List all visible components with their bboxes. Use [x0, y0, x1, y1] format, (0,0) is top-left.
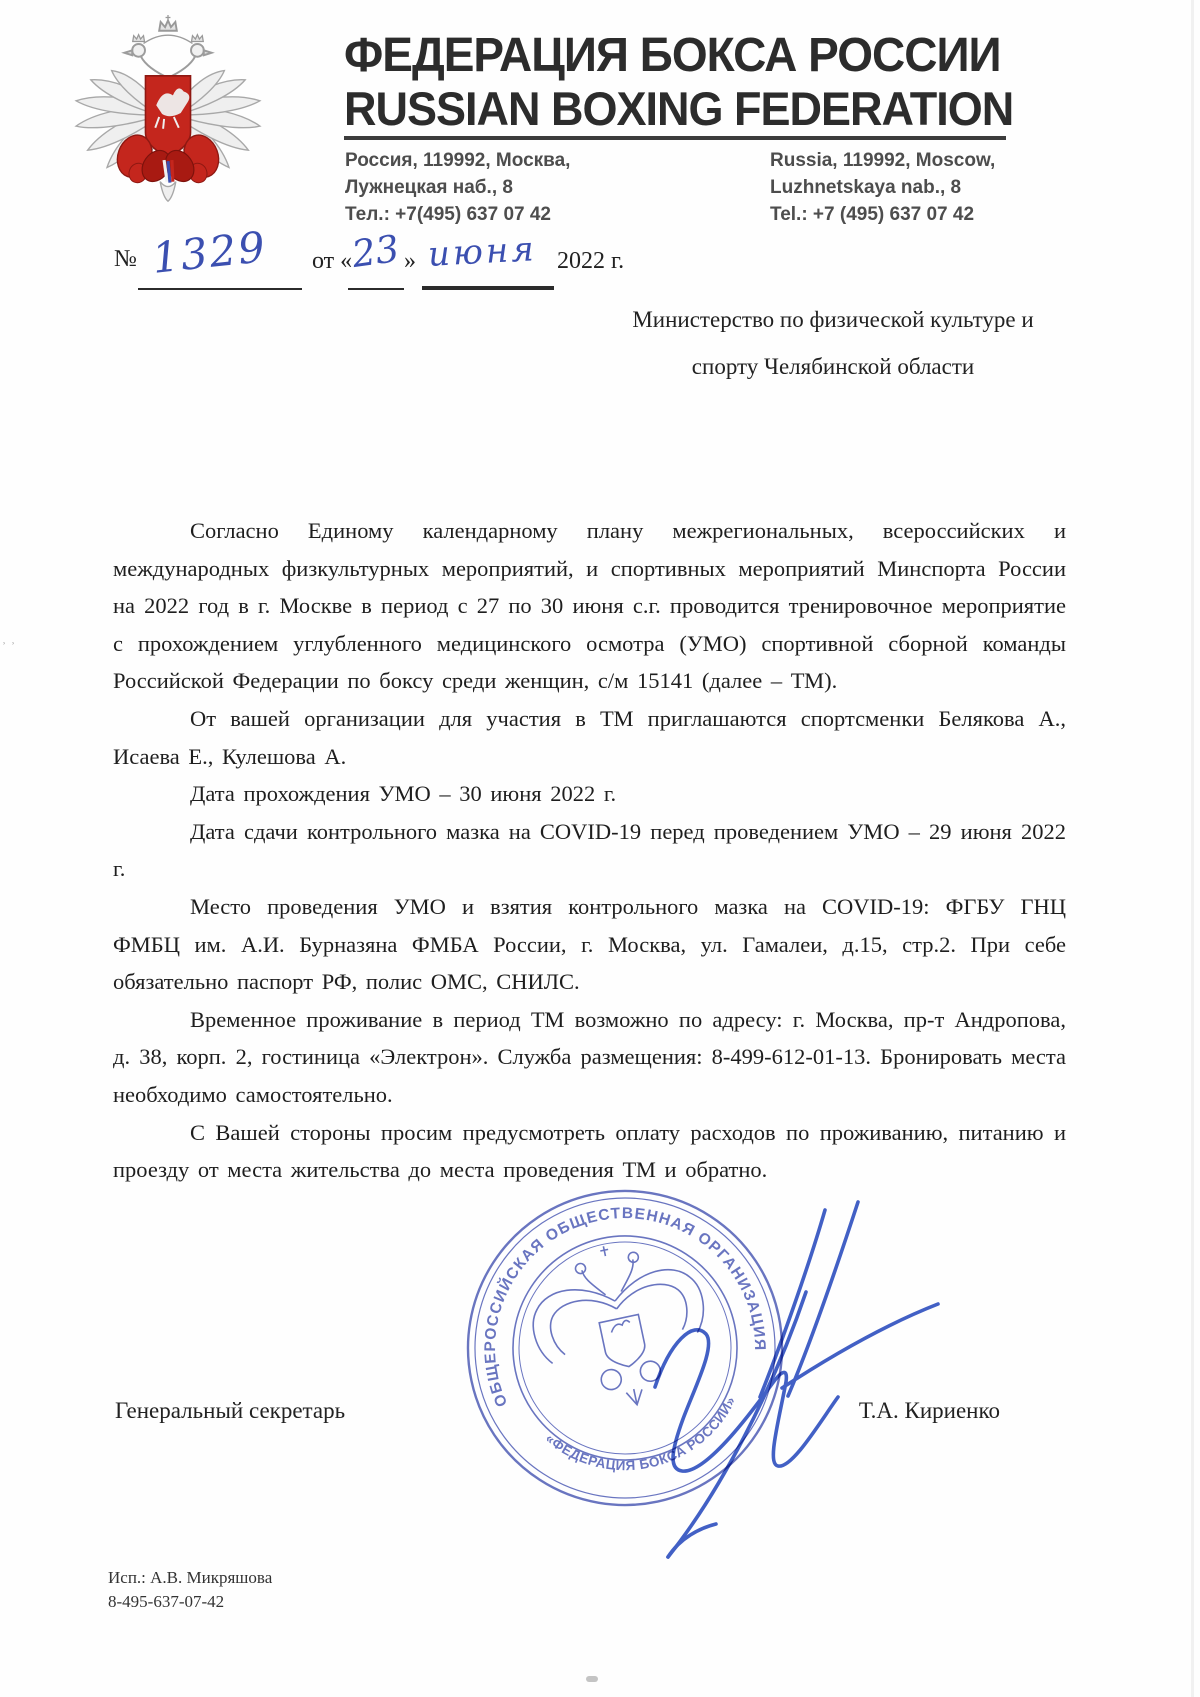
- address-en-line3: Tel.: +7 (495) 637 07 42: [770, 204, 975, 225]
- address-en-line1: Russia, 119992, Moscow,: [770, 150, 996, 171]
- address-block-ru: [345, 147, 745, 228]
- body-paragraph: С Вашей стороны просим предусмотреть оплату расходов по проживанию, питанию и проезду от места жительства до места проведения ТМ и обратно.: [113, 1119, 1066, 1183]
- address-en-line2: Luzhnetskaya nab., 8: [770, 177, 962, 198]
- body-paragraph: Дата сдачи контрольного мазка на COVID-19 перед проведением УМО – 29 июня 2022 г.: [113, 818, 1066, 882]
- handwritten-signature: [520, 1172, 960, 1572]
- letter-body: [113, 512, 1066, 1189]
- scan-artifact-mark: ˒ ˒: [2, 634, 16, 648]
- body-paragraph: Дата прохождения УМО – 30 июня 2022 г.: [190, 781, 617, 807]
- recipient-block: [600, 296, 1066, 390]
- address-ru-line1: Россия, 119992, Москва,: [345, 150, 571, 171]
- handwritten-day: 23: [349, 226, 402, 277]
- number-fill-line: [138, 288, 302, 290]
- body-paragraph: Место проведения УМО и взятия контрольного мазка на COVID-19: ФГБУ ГНЦ ФМБЦ им. А.И. Бурназяна ФМБА России, г. Москва, ул. Гамалеи, д.15, стр.2. При себе обязательно паспорт РФ, полис ОМС, СНИЛС.: [113, 893, 1066, 995]
- signoff-title: Генеральный секретарь: [115, 1398, 346, 1423]
- signoff-name: Т.А. Кириенко: [858, 1398, 1000, 1423]
- shield-icon: [145, 76, 190, 157]
- executor-line: Исп.: А.В. Микряшова: [108, 1568, 273, 1587]
- address-ru-line2: Лужнецкая наб., 8: [345, 177, 513, 198]
- stamp-outer-text: ОБЩЕРОССИЙСКАЯ ОБЩЕСТВЕННАЯ ОРГАНИЗАЦИЯ: [481, 1205, 769, 1410]
- boxing-federation-emblem-icon: [70, 12, 266, 220]
- address-ru-line3: Тел.: +7(495) 637 07 42: [345, 204, 552, 225]
- eagle-crowns: [133, 15, 204, 41]
- org-title-ru: ФЕДЕРАЦИЯ БОКСА РОССИИ: [344, 27, 1001, 82]
- day-fill-line: [348, 288, 404, 290]
- letterhead-divider: [344, 136, 1006, 140]
- date-prefix: от «: [312, 248, 353, 274]
- executor-phone: 8-495-637-07-42: [108, 1592, 225, 1611]
- number-sign: №: [114, 246, 137, 272]
- year-suffix: 2022 г.: [557, 248, 625, 274]
- address-block-en: [770, 147, 1170, 228]
- ribbon-icon: [164, 160, 173, 183]
- month-fill-line: [422, 286, 554, 290]
- date-close-quote: »: [404, 248, 416, 274]
- scan-artifact-smudge: [586, 1676, 598, 1682]
- recipient-line1: Министерство по физической культуре и: [632, 307, 1034, 332]
- body-paragraph: Согласно Единому календарному плану межрегиональных, всероссийских и международных физкультурных мероприятий, и спортивных мероприятий Минспорта России на 2022 год в г. Москве в период с 27 по 30 июня с.г. проводится тренировочное мероприятие с прохождением углубленного медицинского осмотра (УМО) спортивной сборной команды Российской Федерации по боксу среди женщин, с/м 15141 (далее – ТМ).: [113, 518, 1066, 694]
- recipient-line2: спорту Челябинской области: [691, 354, 975, 379]
- footer-block: [108, 1566, 272, 1614]
- body-paragraph: От вашей организации для участия в ТМ приглашаются спортсменки Белякова А., Исаева Е., Кулешова А.: [113, 705, 1066, 769]
- handwritten-number: 1329: [149, 222, 270, 283]
- handwritten-month: июня: [427, 229, 538, 275]
- stamp-inner-text: «ФЕДЕРАЦИЯ БОКСА РОССИИ»: [542, 1393, 739, 1474]
- org-title-en: RUSSIAN BOXING FEDERATION: [344, 82, 1014, 136]
- eagle-tail: [160, 182, 176, 202]
- body-paragraph: Временное проживание в период ТМ возможно по адресу: г. Москва, пр-т Андропова, д. 38, корп. 2, гостиница «Электрон». Служба размещения: 8-499-612-01-13. Бронировать места необходимо самостоятельно.: [113, 1006, 1066, 1107]
- scan-artifact-edge: [1191, 0, 1194, 1697]
